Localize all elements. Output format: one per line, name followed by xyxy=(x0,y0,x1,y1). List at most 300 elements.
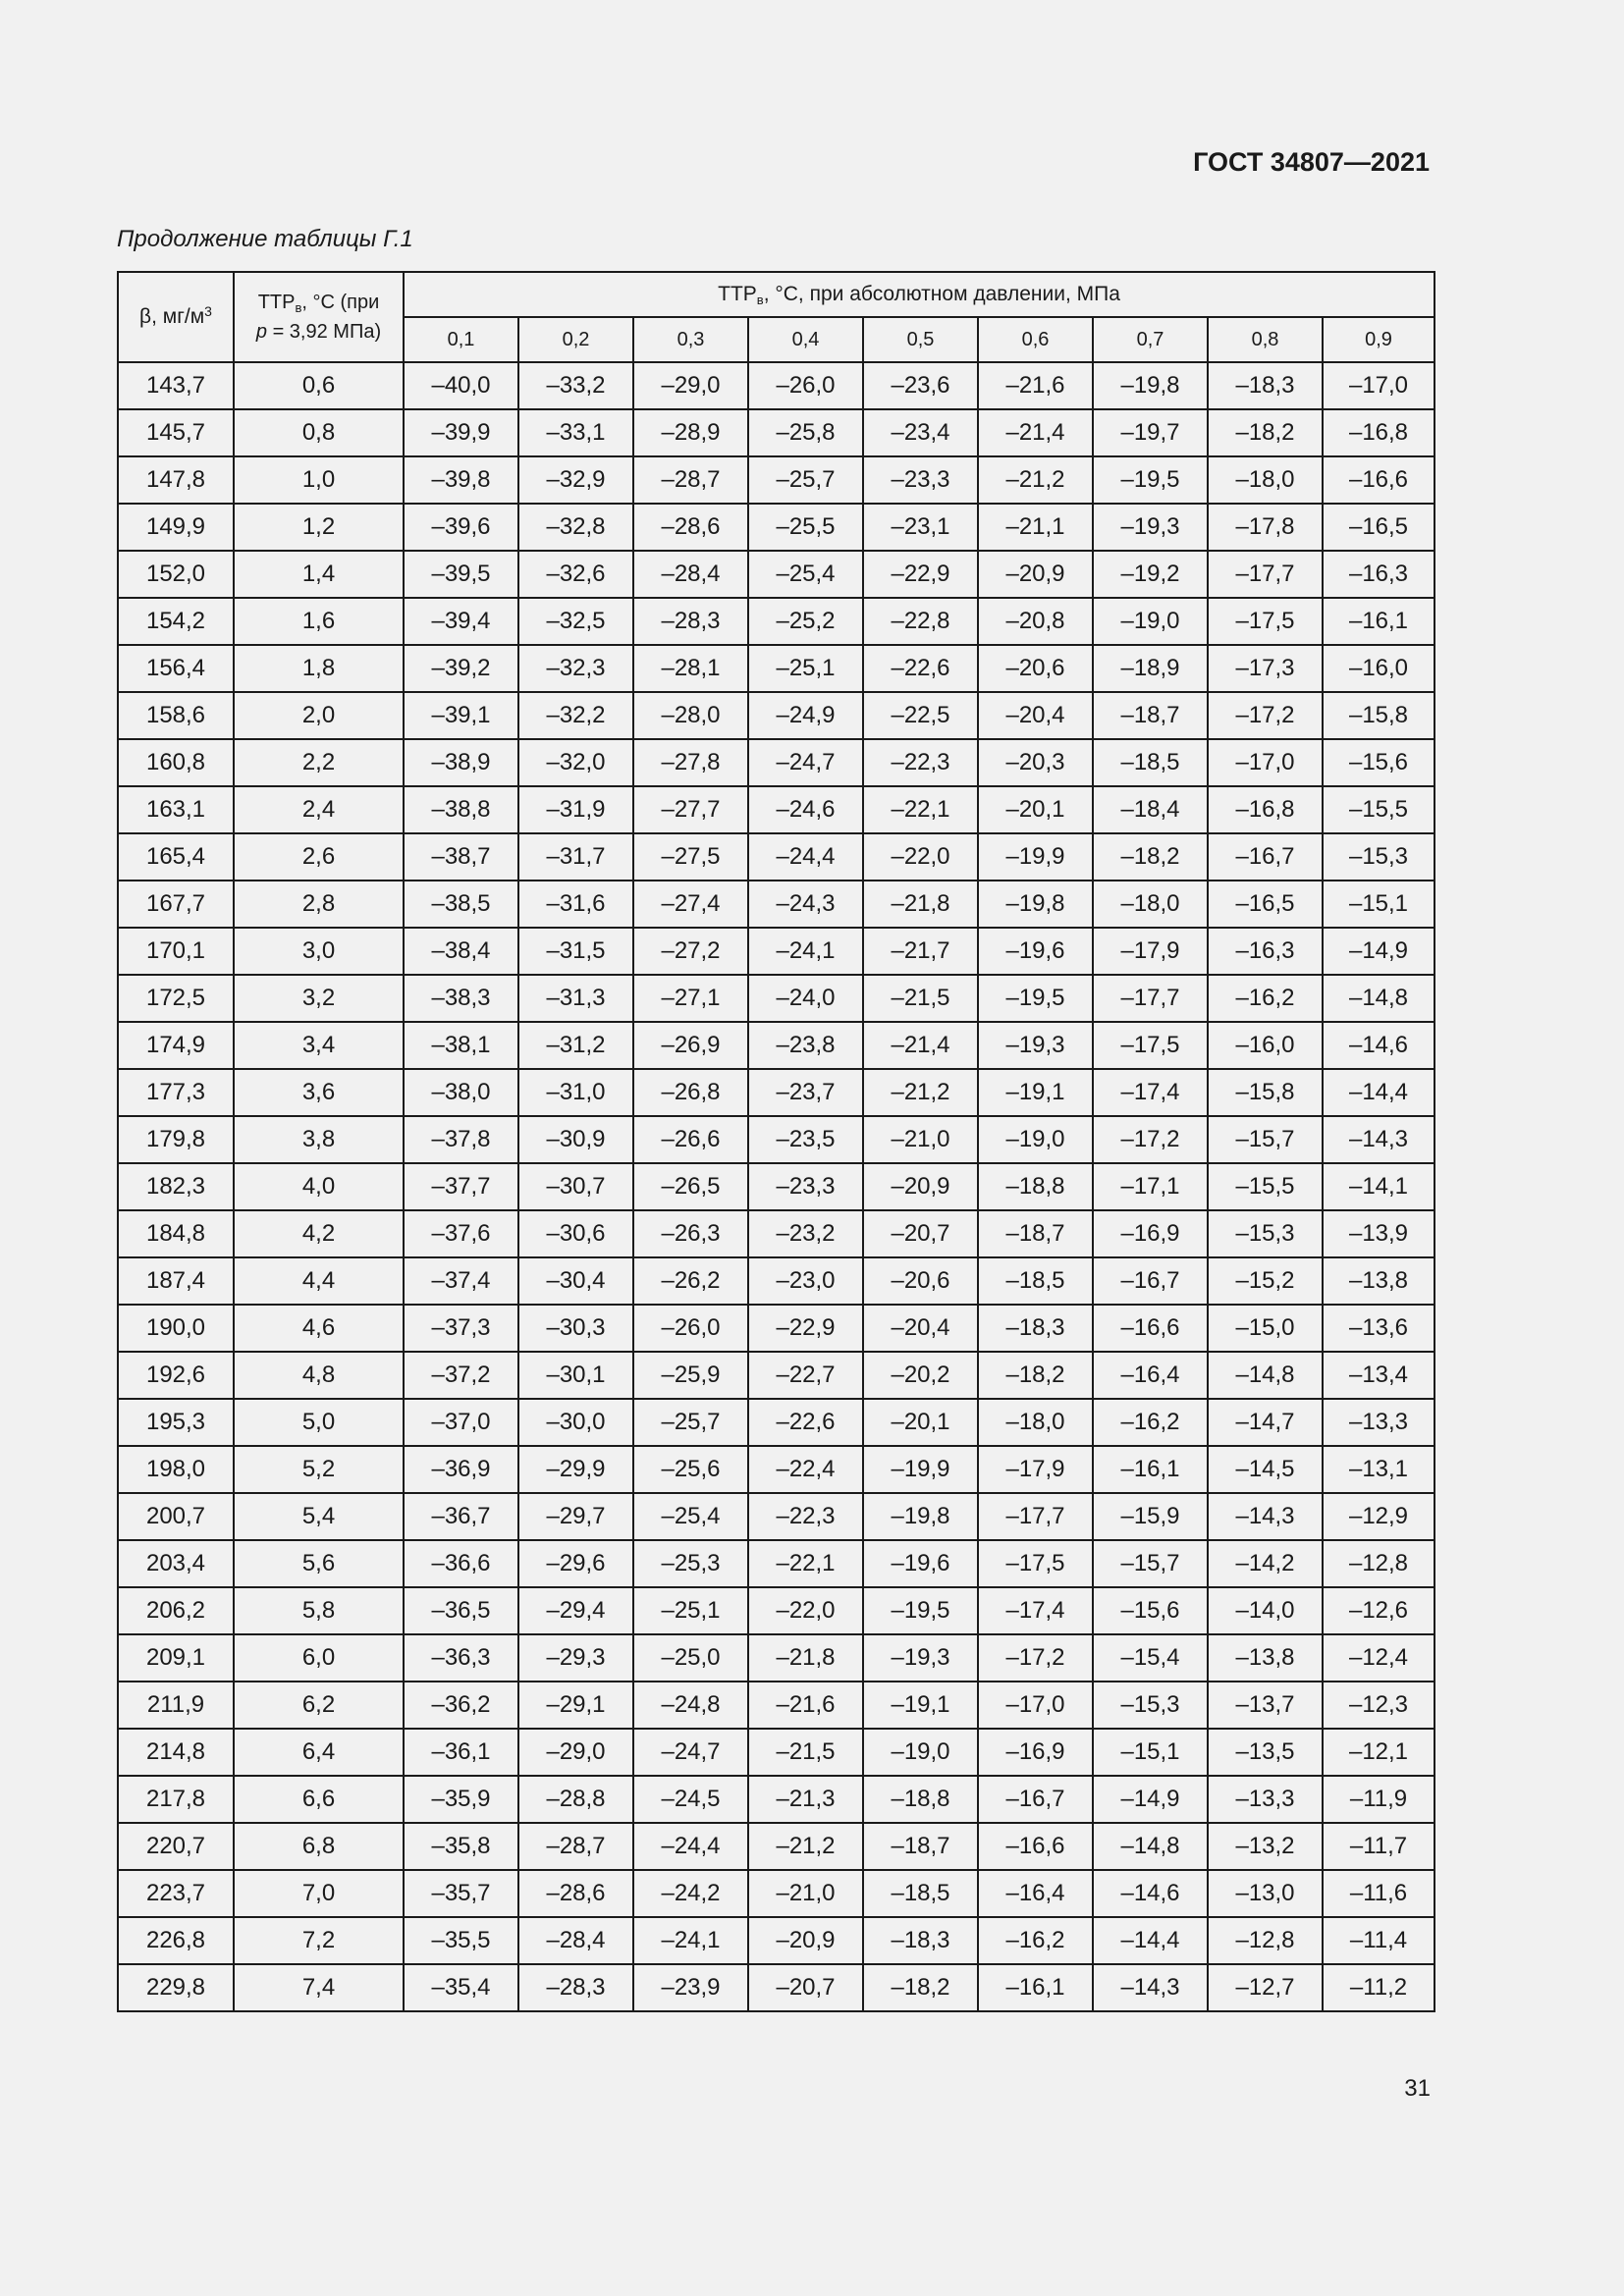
cell-ttr-value: –23,3 xyxy=(748,1163,863,1210)
column-group-header-pressure xyxy=(404,272,1435,317)
cell-ttr-value: –25,7 xyxy=(748,456,863,504)
cell-ttr-value: –15,3 xyxy=(1093,1682,1208,1729)
cell-ttr-value: –18,3 xyxy=(978,1305,1093,1352)
cell-ttr-value: –21,4 xyxy=(863,1022,978,1069)
cell-ttr-reference: 7,2 xyxy=(234,1917,404,1964)
cell-ttr-reference: 4,2 xyxy=(234,1210,404,1257)
cell-ttr-value: –25,2 xyxy=(748,598,863,645)
table-row xyxy=(118,928,1435,975)
cell-ttr-value: –25,4 xyxy=(748,551,863,598)
cell-ttr-value: –24,6 xyxy=(748,786,863,833)
cell-ttr-value: –24,7 xyxy=(748,739,863,786)
cell-ttr-value: –30,4 xyxy=(518,1257,633,1305)
cell-beta: 167,7 xyxy=(118,881,234,928)
cell-ttr-value: –24,0 xyxy=(748,975,863,1022)
cell-ttr-value: –18,8 xyxy=(863,1776,978,1823)
cell-ttr-value: –39,6 xyxy=(404,504,518,551)
cell-ttr-value: –14,8 xyxy=(1208,1352,1323,1399)
cell-ttr-reference: 5,4 xyxy=(234,1493,404,1540)
cell-beta: 174,9 xyxy=(118,1022,234,1069)
cell-ttr-value: –20,7 xyxy=(863,1210,978,1257)
group-ttr-prefix: ТТР xyxy=(718,282,757,305)
cell-ttr-value: –28,3 xyxy=(633,598,748,645)
cell-ttr-value: –12,9 xyxy=(1323,1493,1435,1540)
column-header-pressure: 0,6 xyxy=(978,317,1093,362)
cell-ttr-value: –26,3 xyxy=(633,1210,748,1257)
cell-ttr-value: –29,7 xyxy=(518,1493,633,1540)
cell-ttr-value: –18,7 xyxy=(978,1210,1093,1257)
cell-ttr-reference: 6,4 xyxy=(234,1729,404,1776)
cell-ttr-value: –18,0 xyxy=(1093,881,1208,928)
cell-ttr-value: –14,3 xyxy=(1208,1493,1323,1540)
cell-ttr-value: –18,2 xyxy=(1093,833,1208,881)
cell-ttr-value: –17,5 xyxy=(1208,598,1323,645)
cell-ttr-value: –17,4 xyxy=(978,1587,1093,1634)
cell-ttr-value: –16,7 xyxy=(1208,833,1323,881)
cell-ttr-value: –24,4 xyxy=(633,1823,748,1870)
cell-ttr-value: –30,1 xyxy=(518,1352,633,1399)
cell-ttr-reference: 5,6 xyxy=(234,1540,404,1587)
cell-ttr-value: –16,6 xyxy=(978,1823,1093,1870)
cell-ttr-value: –22,9 xyxy=(748,1305,863,1352)
cell-ttr-value: –16,4 xyxy=(978,1870,1093,1917)
cell-ttr-value: –28,1 xyxy=(633,645,748,692)
cell-ttr-value: –20,3 xyxy=(978,739,1093,786)
cell-ttr-value: –26,0 xyxy=(748,362,863,409)
cell-ttr-value: –31,6 xyxy=(518,881,633,928)
cell-ttr-value: –14,5 xyxy=(1208,1446,1323,1493)
cell-ttr-value: –16,3 xyxy=(1208,928,1323,975)
cell-beta: 209,1 xyxy=(118,1634,234,1682)
cell-ttr-value: –28,9 xyxy=(633,409,748,456)
table-row xyxy=(118,1729,1435,1776)
cell-ttr-reference: 4,4 xyxy=(234,1257,404,1305)
cell-ttr-value: –17,0 xyxy=(978,1682,1093,1729)
table-row xyxy=(118,1163,1435,1210)
cell-ttr-value: –18,3 xyxy=(1208,362,1323,409)
cell-beta: 190,0 xyxy=(118,1305,234,1352)
column-header-pressure: 0,1 xyxy=(404,317,518,362)
cell-ttr-value: –19,5 xyxy=(863,1587,978,1634)
cell-ttr-value: –12,6 xyxy=(1323,1587,1435,1634)
cell-ttr-value: –26,0 xyxy=(633,1305,748,1352)
cell-ttr-value: –13,3 xyxy=(1323,1399,1435,1446)
table-row xyxy=(118,1964,1435,2011)
cell-ttr-value: –28,0 xyxy=(633,692,748,739)
header-row-top xyxy=(118,272,1435,317)
cell-ttr-value: –27,4 xyxy=(633,881,748,928)
cell-ttr-value: –26,2 xyxy=(633,1257,748,1305)
cell-ttr-value: –25,9 xyxy=(633,1352,748,1399)
cell-ttr-value: –37,6 xyxy=(404,1210,518,1257)
cell-ttr-reference: 1,2 xyxy=(234,504,404,551)
table-row xyxy=(118,1210,1435,1257)
cell-ttr-value: –25,5 xyxy=(748,504,863,551)
cell-ttr-reference: 7,0 xyxy=(234,1870,404,1917)
cell-ttr-value: –19,5 xyxy=(1093,456,1208,504)
cell-ttr-reference: 3,6 xyxy=(234,1069,404,1116)
cell-ttr-value: –14,1 xyxy=(1323,1163,1435,1210)
column-header-pressure: 0,8 xyxy=(1208,317,1323,362)
cell-ttr-value: –19,0 xyxy=(978,1116,1093,1163)
cell-ttr-value: –17,7 xyxy=(978,1493,1093,1540)
cell-ttr-value: –16,0 xyxy=(1323,645,1435,692)
cell-ttr-value: –39,5 xyxy=(404,551,518,598)
cell-ttr-value: –38,9 xyxy=(404,739,518,786)
cell-ttr-value: –21,0 xyxy=(748,1870,863,1917)
cell-ttr-value: –28,4 xyxy=(518,1917,633,1964)
cell-ttr-reference: 3,2 xyxy=(234,975,404,1022)
cell-ttr-value: –25,0 xyxy=(633,1634,748,1682)
cell-ttr-value: –18,5 xyxy=(1093,739,1208,786)
cell-ttr-reference: 4,8 xyxy=(234,1352,404,1399)
cell-ttr-value: –14,7 xyxy=(1208,1399,1323,1446)
cell-ttr-value: –17,2 xyxy=(1093,1116,1208,1163)
cell-ttr-value: –11,2 xyxy=(1323,1964,1435,2011)
cell-ttr-value: –28,3 xyxy=(518,1964,633,2011)
beta-unit-exponent: 3 xyxy=(204,303,212,320)
cell-beta: 220,7 xyxy=(118,1823,234,1870)
cell-ttr-value: –26,5 xyxy=(633,1163,748,1210)
table-row xyxy=(118,692,1435,739)
cell-ttr-value: –13,5 xyxy=(1208,1729,1323,1776)
ttr-subscript: в xyxy=(295,299,302,315)
cell-ttr-value: –37,4 xyxy=(404,1257,518,1305)
cell-ttr-value: –29,1 xyxy=(518,1682,633,1729)
cell-ttr-value: –30,9 xyxy=(518,1116,633,1163)
cell-beta: 177,3 xyxy=(118,1069,234,1116)
cell-ttr-value: –37,7 xyxy=(404,1163,518,1210)
cell-ttr-value: –21,6 xyxy=(978,362,1093,409)
beta-label: β, мг/м xyxy=(139,305,205,329)
cell-beta: 187,4 xyxy=(118,1257,234,1305)
cell-ttr-value: –18,2 xyxy=(978,1352,1093,1399)
cell-ttr-value: –36,1 xyxy=(404,1729,518,1776)
table-body xyxy=(118,362,1435,2011)
cell-ttr-value: –14,8 xyxy=(1323,975,1435,1022)
cell-ttr-value: –15,3 xyxy=(1208,1210,1323,1257)
cell-ttr-value: –36,9 xyxy=(404,1446,518,1493)
cell-ttr-value: –38,7 xyxy=(404,833,518,881)
cell-ttr-value: –40,0 xyxy=(404,362,518,409)
cell-ttr-value: –37,2 xyxy=(404,1352,518,1399)
cell-ttr-reference: 1,8 xyxy=(234,645,404,692)
cell-ttr-value: –17,9 xyxy=(1093,928,1208,975)
cell-ttr-value: –22,6 xyxy=(863,645,978,692)
cell-beta: 149,9 xyxy=(118,504,234,551)
cell-ttr-value: –18,7 xyxy=(863,1823,978,1870)
table-row xyxy=(118,1776,1435,1823)
cell-ttr-value: –19,6 xyxy=(978,928,1093,975)
cell-ttr-value: –16,9 xyxy=(978,1729,1093,1776)
cell-ttr-value: –25,3 xyxy=(633,1540,748,1587)
cell-ttr-value: –28,8 xyxy=(518,1776,633,1823)
cell-ttr-reference: 3,0 xyxy=(234,928,404,975)
cell-ttr-value: –27,5 xyxy=(633,833,748,881)
cell-beta: 179,8 xyxy=(118,1116,234,1163)
cell-ttr-value: –25,6 xyxy=(633,1446,748,1493)
cell-ttr-value: –19,6 xyxy=(863,1540,978,1587)
cell-ttr-value: –14,3 xyxy=(1323,1116,1435,1163)
cell-ttr-value: –19,9 xyxy=(863,1446,978,1493)
cell-ttr-value: –39,4 xyxy=(404,598,518,645)
cell-ttr-value: –22,3 xyxy=(863,739,978,786)
cell-beta: 195,3 xyxy=(118,1399,234,1446)
cell-ttr-reference: 2,4 xyxy=(234,786,404,833)
cell-ttr-value: –16,5 xyxy=(1208,881,1323,928)
cell-ttr-value: –30,7 xyxy=(518,1163,633,1210)
cell-beta: 200,7 xyxy=(118,1493,234,1540)
ttr-suffix: , °С (при xyxy=(301,291,380,313)
cell-ttr-value: –15,8 xyxy=(1323,692,1435,739)
cell-ttr-value: –30,3 xyxy=(518,1305,633,1352)
cell-ttr-value: –24,8 xyxy=(633,1682,748,1729)
table-row xyxy=(118,504,1435,551)
cell-ttr-value: –20,2 xyxy=(863,1352,978,1399)
cell-ttr-value: –18,5 xyxy=(978,1257,1093,1305)
cell-ttr-value: –31,3 xyxy=(518,975,633,1022)
cell-beta: 203,4 xyxy=(118,1540,234,1587)
table-row xyxy=(118,1352,1435,1399)
cell-ttr-value: –28,7 xyxy=(633,456,748,504)
cell-ttr-reference: 6,8 xyxy=(234,1823,404,1870)
cell-ttr-value: –17,1 xyxy=(1093,1163,1208,1210)
table-row xyxy=(118,786,1435,833)
cell-ttr-value: –28,4 xyxy=(633,551,748,598)
cell-ttr-value: –13,0 xyxy=(1208,1870,1323,1917)
cell-ttr-value: –18,0 xyxy=(978,1399,1093,1446)
column-header-beta xyxy=(118,272,234,362)
cell-ttr-value: –29,4 xyxy=(518,1587,633,1634)
cell-ttr-value: –17,0 xyxy=(1323,362,1435,409)
cell-ttr-value: –36,6 xyxy=(404,1540,518,1587)
cell-beta: 211,9 xyxy=(118,1682,234,1729)
cell-ttr-value: –21,2 xyxy=(863,1069,978,1116)
cell-ttr-value: –21,2 xyxy=(978,456,1093,504)
cell-ttr-value: –29,3 xyxy=(518,1634,633,1682)
cell-ttr-value: –19,2 xyxy=(1093,551,1208,598)
cell-ttr-value: –23,0 xyxy=(748,1257,863,1305)
cell-ttr-value: –18,8 xyxy=(978,1163,1093,1210)
cell-ttr-value: –23,1 xyxy=(863,504,978,551)
table-row xyxy=(118,833,1435,881)
cell-ttr-value: –19,3 xyxy=(978,1022,1093,1069)
cell-ttr-value: –14,2 xyxy=(1208,1540,1323,1587)
cell-ttr-reference: 1,0 xyxy=(234,456,404,504)
cell-ttr-value: –23,4 xyxy=(863,409,978,456)
cell-ttr-value: –29,6 xyxy=(518,1540,633,1587)
cell-ttr-reference: 3,4 xyxy=(234,1022,404,1069)
table-row xyxy=(118,1870,1435,1917)
cell-ttr-value: –19,8 xyxy=(978,881,1093,928)
cell-ttr-value: –22,9 xyxy=(863,551,978,598)
cell-ttr-value: –24,1 xyxy=(633,1917,748,1964)
pressure-reference: = 3,92 МПа) xyxy=(267,321,382,344)
cell-ttr-value: –19,5 xyxy=(978,975,1093,1022)
cell-ttr-reference: 0,6 xyxy=(234,362,404,409)
table-row xyxy=(118,1823,1435,1870)
cell-ttr-value: –14,8 xyxy=(1093,1823,1208,1870)
cell-ttr-value: –15,2 xyxy=(1208,1257,1323,1305)
table-row xyxy=(118,1540,1435,1587)
table-row xyxy=(118,1587,1435,1634)
cell-ttr-value: –24,9 xyxy=(748,692,863,739)
table-row xyxy=(118,1116,1435,1163)
cell-ttr-value: –14,6 xyxy=(1323,1022,1435,1069)
cell-ttr-value: –33,2 xyxy=(518,362,633,409)
cell-ttr-value: –21,6 xyxy=(748,1682,863,1729)
cell-ttr-value: –14,6 xyxy=(1093,1870,1208,1917)
cell-ttr-value: –23,8 xyxy=(748,1022,863,1069)
cell-ttr-value: –31,5 xyxy=(518,928,633,975)
cell-ttr-value: –13,4 xyxy=(1323,1352,1435,1399)
cell-ttr-reference: 5,8 xyxy=(234,1587,404,1634)
cell-ttr-value: –21,1 xyxy=(978,504,1093,551)
cell-ttr-value: –16,6 xyxy=(1093,1305,1208,1352)
cell-ttr-value: –20,9 xyxy=(748,1917,863,1964)
cell-beta: 229,8 xyxy=(118,1964,234,2011)
cell-ttr-value: –19,9 xyxy=(978,833,1093,881)
cell-ttr-value: –20,7 xyxy=(748,1964,863,2011)
cell-beta: 172,5 xyxy=(118,975,234,1022)
cell-ttr-value: –35,5 xyxy=(404,1917,518,1964)
document-standard-number: ГОСТ 34807—2021 xyxy=(1193,147,1430,177)
cell-ttr-value: –22,0 xyxy=(748,1587,863,1634)
cell-ttr-value: –19,8 xyxy=(1093,362,1208,409)
cell-ttr-value: –12,3 xyxy=(1323,1682,1435,1729)
cell-ttr-value: –20,1 xyxy=(978,786,1093,833)
table-row xyxy=(118,1493,1435,1540)
table-row xyxy=(118,1399,1435,1446)
cell-ttr-reference: 2,8 xyxy=(234,881,404,928)
cell-ttr-value: –22,4 xyxy=(748,1446,863,1493)
cell-ttr-value: –26,9 xyxy=(633,1022,748,1069)
cell-beta: 182,3 xyxy=(118,1163,234,1210)
cell-ttr-value: –24,7 xyxy=(633,1729,748,1776)
table-row xyxy=(118,645,1435,692)
cell-ttr-value: –19,8 xyxy=(863,1493,978,1540)
cell-ttr-value: –28,6 xyxy=(633,504,748,551)
cell-ttr-value: –14,3 xyxy=(1093,1964,1208,2011)
cell-ttr-value: –12,7 xyxy=(1208,1964,1323,2011)
ttr-prefix: ТТР xyxy=(257,291,296,313)
cell-ttr-value: –22,8 xyxy=(863,598,978,645)
cell-ttr-value: –38,4 xyxy=(404,928,518,975)
cell-ttr-value: –21,0 xyxy=(863,1116,978,1163)
cell-ttr-value: –29,9 xyxy=(518,1446,633,1493)
table-row xyxy=(118,739,1435,786)
cell-ttr-value: –38,1 xyxy=(404,1022,518,1069)
cell-beta: 154,2 xyxy=(118,598,234,645)
cell-ttr-value: –16,7 xyxy=(978,1776,1093,1823)
cell-ttr-reference: 1,6 xyxy=(234,598,404,645)
cell-ttr-value: –22,5 xyxy=(863,692,978,739)
cell-ttr-value: –22,1 xyxy=(748,1540,863,1587)
cell-ttr-reference: 6,0 xyxy=(234,1634,404,1682)
cell-beta: 214,8 xyxy=(118,1729,234,1776)
cell-ttr-value: –23,5 xyxy=(748,1116,863,1163)
cell-ttr-reference: 3,8 xyxy=(234,1116,404,1163)
cell-ttr-value: –14,9 xyxy=(1093,1776,1208,1823)
cell-ttr-value: –22,3 xyxy=(748,1493,863,1540)
cell-ttr-value: –15,7 xyxy=(1208,1116,1323,1163)
cell-ttr-value: –13,8 xyxy=(1208,1634,1323,1682)
table-row xyxy=(118,456,1435,504)
cell-ttr-value: –14,0 xyxy=(1208,1587,1323,1634)
table-row xyxy=(118,362,1435,409)
cell-ttr-value: –27,8 xyxy=(633,739,748,786)
table-row xyxy=(118,1022,1435,1069)
cell-ttr-reference: 5,0 xyxy=(234,1399,404,1446)
cell-beta: 226,8 xyxy=(118,1917,234,1964)
cell-ttr-value: –35,9 xyxy=(404,1776,518,1823)
cell-ttr-value: –17,5 xyxy=(978,1540,1093,1587)
cell-ttr-value: –20,9 xyxy=(978,551,1093,598)
cell-ttr-value: –19,0 xyxy=(1093,598,1208,645)
cell-ttr-value: –27,2 xyxy=(633,928,748,975)
cell-ttr-value: –38,0 xyxy=(404,1069,518,1116)
cell-ttr-value: –20,1 xyxy=(863,1399,978,1446)
table-row xyxy=(118,975,1435,1022)
cell-ttr-value: –15,4 xyxy=(1093,1634,1208,1682)
cell-ttr-reference: 0,8 xyxy=(234,409,404,456)
cell-ttr-value: –16,9 xyxy=(1093,1210,1208,1257)
cell-ttr-value: –39,1 xyxy=(404,692,518,739)
cell-ttr-value: –25,8 xyxy=(748,409,863,456)
column-header-pressure: 0,9 xyxy=(1323,317,1435,362)
cell-ttr-value: –19,1 xyxy=(978,1069,1093,1116)
cell-ttr-value: –37,8 xyxy=(404,1116,518,1163)
cell-ttr-reference: 5,2 xyxy=(234,1446,404,1493)
cell-ttr-value: –18,2 xyxy=(863,1964,978,2011)
cell-ttr-value: –13,1 xyxy=(1323,1446,1435,1493)
cell-ttr-value: –12,4 xyxy=(1323,1634,1435,1682)
cell-ttr-value: –27,7 xyxy=(633,786,748,833)
cell-ttr-value: –39,9 xyxy=(404,409,518,456)
column-header-pressure: 0,5 xyxy=(863,317,978,362)
cell-beta: 160,8 xyxy=(118,739,234,786)
cell-ttr-value: –19,3 xyxy=(1093,504,1208,551)
cell-ttr-value: –28,6 xyxy=(518,1870,633,1917)
cell-ttr-value: –21,7 xyxy=(863,928,978,975)
table-row xyxy=(118,1917,1435,1964)
cell-ttr-value: –11,6 xyxy=(1323,1870,1435,1917)
cell-ttr-value: –32,3 xyxy=(518,645,633,692)
cell-ttr-value: –17,7 xyxy=(1093,975,1208,1022)
cell-ttr-value: –23,2 xyxy=(748,1210,863,1257)
cell-ttr-value: –25,4 xyxy=(633,1493,748,1540)
cell-ttr-value: –38,3 xyxy=(404,975,518,1022)
cell-ttr-value: –13,7 xyxy=(1208,1682,1323,1729)
cell-ttr-value: –13,2 xyxy=(1208,1823,1323,1870)
cell-ttr-value: –33,1 xyxy=(518,409,633,456)
cell-beta: 158,6 xyxy=(118,692,234,739)
cell-ttr-value: –32,0 xyxy=(518,739,633,786)
table-row xyxy=(118,1446,1435,1493)
cell-beta: 170,1 xyxy=(118,928,234,975)
cell-ttr-value: –15,7 xyxy=(1093,1540,1208,1587)
cell-ttr-value: –25,1 xyxy=(633,1587,748,1634)
cell-ttr-value: –16,1 xyxy=(1093,1446,1208,1493)
cell-ttr-value: –13,3 xyxy=(1208,1776,1323,1823)
table-row xyxy=(118,881,1435,928)
cell-ttr-value: –13,6 xyxy=(1323,1305,1435,1352)
cell-ttr-value: –35,7 xyxy=(404,1870,518,1917)
cell-ttr-value: –16,5 xyxy=(1323,504,1435,551)
cell-ttr-value: –18,4 xyxy=(1093,786,1208,833)
cell-ttr-value: –20,4 xyxy=(863,1305,978,1352)
cell-ttr-value: –31,2 xyxy=(518,1022,633,1069)
